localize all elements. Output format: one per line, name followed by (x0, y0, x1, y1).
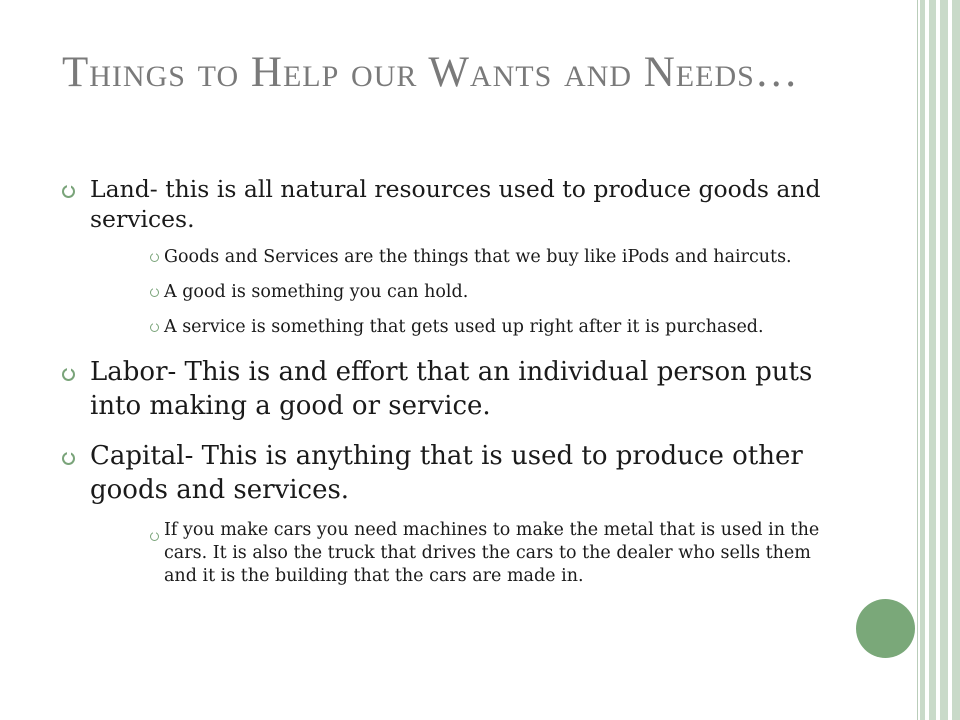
bullet-text: Land- this is all natural resources used to produce goods and services. (90, 175, 821, 233)
bullet-text: Labor- This is and effort that an individual person puts into making a good or service. (90, 357, 813, 421)
sub-bullet-text: Goods and Services are the things that we buy like iPods and haircuts. (164, 247, 792, 267)
decorative-circle (856, 599, 915, 658)
bullet-capital (62, 439, 832, 588)
sub-bullet-text: A good is something you can hold. (164, 282, 469, 302)
bullet-icon (62, 452, 75, 465)
decorative-stripe (920, 0, 925, 720)
sub-bullet-icon (150, 532, 159, 541)
bullet-icon (62, 368, 75, 381)
decorative-stripe (952, 0, 960, 720)
slide-title: Things to Help our Wants and Needs… (62, 49, 799, 96)
sub-bullet-text: A service is something that gets used up right after it is purchased. (164, 317, 764, 337)
sub-bullet-good (150, 281, 832, 304)
bullet-icon (62, 185, 75, 198)
bullet-land (62, 174, 832, 339)
sub-bullet-icon (150, 288, 159, 297)
decorative-stripe (940, 0, 948, 720)
sub-bullet-goods-services (150, 246, 832, 269)
sub-bullet-list (150, 519, 832, 588)
decorative-stripe (929, 0, 936, 720)
bullet-text: Capital- This is anything that is used to produce other goods and services. (90, 441, 803, 505)
sub-bullet-icon (150, 253, 159, 262)
sub-bullet-text: If you make cars you need machines to make the metal that is used in the cars. It is also the truck that drives the cars to the dealer who sells them and it is the building that the cars are made in. (164, 520, 820, 586)
bullet-list (62, 174, 832, 600)
sub-bullet-cars (150, 519, 832, 588)
sub-bullet-service (150, 316, 832, 339)
bullet-labor (62, 355, 832, 423)
sub-bullet-list (150, 246, 832, 339)
sub-bullet-icon (150, 323, 159, 332)
